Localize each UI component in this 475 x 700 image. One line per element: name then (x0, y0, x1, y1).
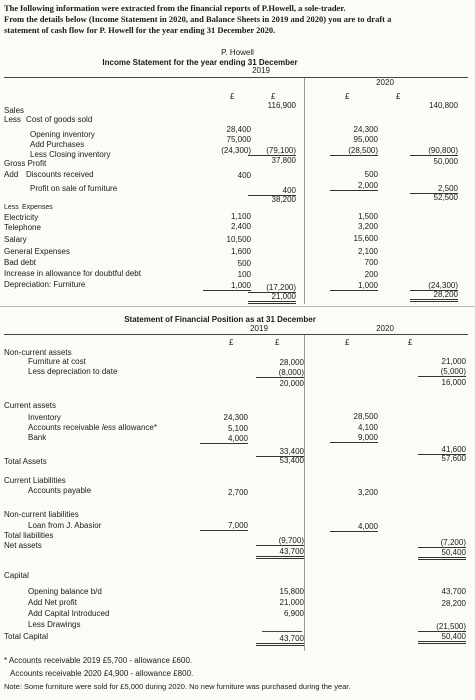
payable-label: Accounts payable (28, 486, 92, 495)
opening-balance-label: Opening balance b/d (28, 587, 102, 596)
discounts-2020: 500 (364, 170, 378, 179)
less-exp-label1: Less (4, 204, 19, 211)
bcur-c1: £ (229, 338, 234, 347)
payable-2020: 3,200 (357, 488, 378, 497)
capital-introduced-2019: 6,900 (283, 609, 304, 618)
cogs-2019: (79,100) (248, 146, 296, 156)
total-assets-label: Total Assets (4, 457, 47, 466)
increase-allowance-label: Increase in allowance for doubtful debt (4, 269, 141, 278)
intro-line-1: The following information were extracted from the financial reports of P.Howell, a sole-trader. (4, 3, 346, 13)
balance-title: Statement of Financial Position as at 31 December (124, 315, 316, 324)
nca-total-2020: 16,000 (441, 378, 466, 387)
loan-2019: 7,000 (200, 521, 248, 531)
bank-2019: 4,000 (200, 434, 248, 444)
receivable-2019: 5,100 (227, 424, 248, 433)
capital-heading: Capital (4, 571, 29, 580)
depreciation-2019: 1,000 (203, 281, 251, 291)
net-assets-label: Net assets (4, 541, 42, 550)
sales-2020: 140,800 (429, 101, 458, 110)
purchases-label: Add Purchases (30, 140, 85, 149)
opening-inv-2020: 24,300 (353, 125, 378, 134)
gross-profit-label: Gross Profit (4, 159, 47, 168)
receivable-label-less: less (101, 423, 117, 432)
receivable-label (28, 423, 157, 432)
total-assets-2019: 53,400 (279, 456, 304, 465)
intro-text (4, 3, 444, 36)
ncl-heading: Non-current liabilities (4, 510, 79, 519)
electricity-2020: 1,500 (357, 212, 378, 221)
payable-2019: 2,700 (227, 488, 248, 497)
sales-2019: 116,900 (267, 101, 296, 110)
telephone-label: Telephone (4, 223, 41, 232)
total-liabilities-2019: (9,700) (256, 536, 304, 546)
salary-label: Salary (4, 235, 27, 244)
receivable-label-start: Accounts receivable (28, 423, 100, 432)
drawings-label: Less Drawings (28, 620, 81, 629)
bcur-c3: £ (345, 338, 350, 347)
loan-2020: 4,000 (330, 522, 378, 532)
total-capital-2020: 50,400 (418, 632, 466, 644)
furniture-cost-label: Furniture at cost (28, 357, 86, 366)
cur-c4: £ (396, 92, 401, 101)
closing-inv-2020: (28,500) (330, 146, 378, 156)
bad-debt-2020: 700 (364, 258, 378, 267)
net-profit-label: Add Net profit (28, 598, 77, 607)
after-add-2020: 52,500 (433, 193, 458, 202)
cogs-label: Cost of goods sold (26, 115, 93, 124)
closing-inv-2019: (24,300) (221, 146, 251, 155)
income-year-2020: 2020 (376, 78, 394, 87)
net-profit-2019: 21,000 (248, 292, 296, 304)
total-assets-2020: 57,600 (441, 454, 466, 463)
inventory-2020: 28,500 (353, 412, 378, 421)
electricity-label: Electricity (4, 213, 39, 222)
bcur-c2: £ (275, 338, 280, 347)
note-3: Note: Some furniture were sold for £5,000 during 2020. No new furniture was purchased during the year. (4, 682, 351, 691)
ca-heading: Current assets (4, 401, 57, 410)
net-profit-bs-2020: 28,200 (441, 599, 466, 608)
nca-total-2019: 20,000 (279, 379, 304, 388)
net-profit-2020: 28,200 (410, 290, 458, 302)
opening-inv-label: Opening inventory (30, 130, 95, 139)
add-total-2019: 400 (248, 186, 296, 196)
balance-header-rule (4, 334, 468, 335)
intro-line-3: statement of cash flow for P. Howell for the year ending 31 December 2020. (4, 25, 276, 35)
bank-label: Bank (28, 433, 47, 442)
expenses-total-2019: (17,200) (248, 283, 296, 293)
receivable-label-end: allowance* (118, 423, 157, 432)
expenses-label: Expenses (22, 204, 53, 211)
furniture-cost-2020: 21,000 (441, 357, 466, 366)
bank-2020: 9,000 (330, 433, 378, 443)
profit-sale-label: Profit on sale of furniture (30, 184, 118, 193)
increase-allowance-2019: 100 (237, 270, 251, 279)
discounts-2019: 400 (237, 171, 251, 180)
loan-label: Loan from J. Abasior (28, 521, 102, 530)
balance-year-2020: 2020 (376, 324, 394, 333)
less-dep-label: Less depreciation to date (28, 367, 118, 376)
total-capital-2019: 43,700 (256, 634, 304, 646)
general-exp-2020: 2,100 (357, 247, 378, 256)
increase-allowance-2020: 200 (364, 270, 378, 279)
purchases-2019: 75,000 (226, 135, 251, 144)
depreciation-label: Depreciation: Furniture (4, 280, 86, 289)
add-label: Add (4, 170, 19, 179)
cogs-2020: (90,800) (410, 146, 458, 156)
inventory-label: Inventory (28, 413, 61, 422)
add-total-2020: 2,500 (410, 184, 458, 194)
note-2: Accounts receivable 2020 £4,900 - allowance £800. (10, 669, 194, 678)
total-capital-label: Total Capital (4, 632, 49, 641)
electricity-2019: 1,100 (230, 212, 251, 221)
less-dep-2019: (8,000) (256, 368, 304, 378)
purchases-2020: 95,000 (353, 135, 378, 144)
drawings-2020: (21,500) (418, 622, 466, 632)
general-exp-2019: 1,600 (230, 247, 251, 256)
total-liabilities-label: Total liabilities (4, 531, 54, 540)
less-label: Less (4, 115, 21, 124)
income-header-rule (4, 77, 468, 78)
balance-divider (304, 335, 305, 651)
ca-total-2019: 33,400 (256, 447, 304, 457)
cur-c3: £ (345, 92, 350, 101)
opening-balance-2019: 15,800 (279, 587, 304, 596)
net-profit-bs-2019: 21,000 (279, 598, 304, 607)
after-add-2019: 38,200 (271, 195, 296, 204)
gross-profit-2019: 37,800 (271, 156, 296, 165)
bcur-c4: £ (408, 338, 413, 347)
furniture-cost-2019: 28,000 (279, 358, 304, 367)
cur-c2: £ (271, 92, 276, 101)
gross-profit-2020: 50,000 (433, 157, 458, 166)
salary-2020: 15,600 (353, 234, 378, 243)
profit-sale-2020: 2,000 (330, 181, 378, 191)
net-assets-2020: 50,400 (418, 548, 466, 560)
bad-debt-2019: 500 (237, 259, 251, 268)
income-divider (304, 78, 305, 304)
owner-name: P. Howell (221, 48, 254, 57)
telephone-2020: 3,200 (357, 222, 378, 231)
salary-2019: 10,500 (226, 235, 251, 244)
depreciation-2020: 1,000 (330, 281, 378, 291)
closing-inv-label: Less Closing inventory (30, 150, 111, 159)
drawings-2019-rule (262, 631, 302, 632)
discounts-label: Discounts received (26, 170, 94, 179)
bad-debt-label: Bad debt (4, 258, 37, 267)
balance-year-2019: 2019 (250, 324, 268, 333)
nca-heading: Non-current assets (4, 348, 72, 357)
opening-inv-2019: 28,400 (226, 125, 251, 134)
receivable-2020: 4,100 (357, 423, 378, 432)
telephone-2019: 2,400 (230, 222, 251, 231)
inventory-2019: 24,300 (223, 413, 248, 422)
note-1: * Accounts receivable 2019 £5,700 - allowance £600. (4, 656, 193, 665)
capital-introduced-label: Add Capital Introduced (28, 609, 110, 618)
net-assets-2019: 43,700 (256, 547, 304, 559)
less-dep-2020: (5,000) (418, 367, 466, 377)
cl-heading: Current Liabilities (4, 476, 66, 485)
general-exp-label: General Expenses (4, 247, 70, 256)
income-year-2019: 2019 (252, 66, 270, 75)
section-divider (0, 306, 475, 307)
opening-balance-2020: 43,700 (441, 587, 466, 596)
sales-label: Sales (4, 106, 25, 115)
expenses-total-2020: (24,300) (410, 281, 458, 291)
ca-total-2020: 41,600 (418, 445, 466, 455)
total-liabilities-2020: (7,200) (418, 538, 466, 548)
intro-line-2: From the details below (Income Statement in 2020, and Balance Sheets in 2019 and 2020) you are to draft a (4, 14, 392, 24)
cur-c1: £ (230, 92, 235, 101)
income-title: Income Statement for the year ending 31 December (102, 58, 298, 67)
